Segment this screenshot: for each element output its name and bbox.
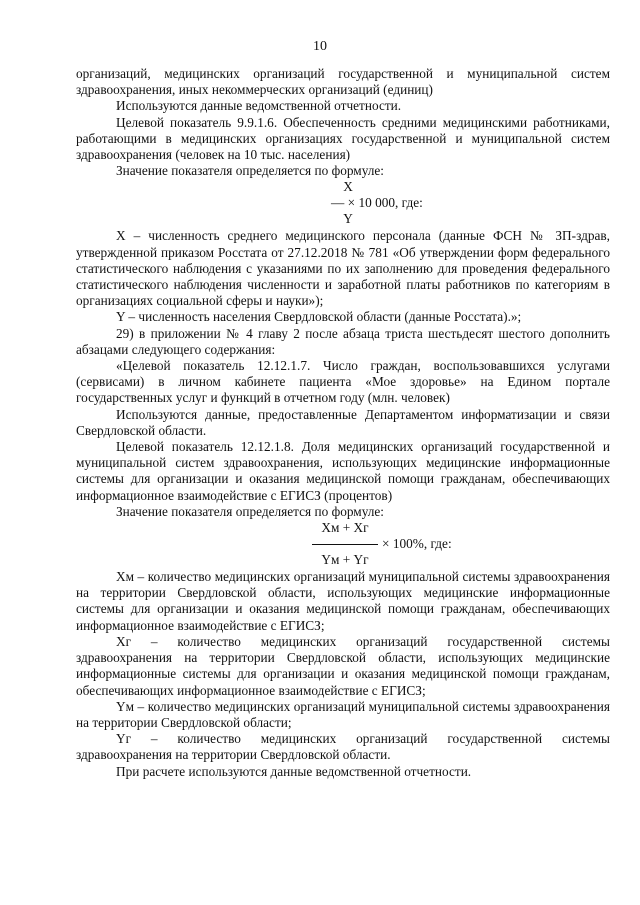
paragraph: Xг – количество медицинских организаций государственной системы здравоохранения на территории Свердловской области, использующих медицинские информационные системы для организации и оказания медицинской помощи гражданам, обеспечивающих информационное взаимодействие с ЕГИСЗ;: [76, 633, 610, 698]
formula-operator: × 100%, где:: [382, 536, 452, 552]
paragraph: Значение показателя определяется по формуле:: [116, 163, 385, 179]
paragraph: Yг – количество медицинских организаций государственной системы здравоохранения на территории Свердловской области.: [76, 731, 610, 763]
formula-egisz-share: [76, 520, 610, 569]
paragraph: Используются данные, предоставленные Департаментом информатизации и связи Свердловской области.: [76, 406, 610, 438]
formula-denominator: Yм + Yг: [321, 552, 369, 568]
paragraph: Y – численность населения Свердловской области (данные Росстата).»;: [116, 309, 522, 325]
formula-denominator: Y: [343, 211, 353, 227]
formula-staff-ratio: [76, 179, 610, 228]
paragraph: Значение показателя определяется по формуле:: [116, 503, 385, 519]
paragraph: Yм – количество медицинских организаций муниципальной системы здравоохранения на территории Свердловской области;: [76, 698, 610, 730]
formula-operator: — × 10 000, где:: [331, 195, 423, 211]
paragraph: Целевой показатель 9.9.1.6. Обеспеченность средними медицинскими работниками, работающими в медицинских организациях государственной и муниципальной систем здравоохранения (человек на 10 тыс. населения): [76, 114, 610, 163]
paragraph: Xм – количество медицинских организаций муниципальной системы здравоохранения на территории Свердловской области, использующих медицинские информационные системы для организации и оказания медицинской помощи гражданам, обеспечивающих информационное взаимодействие с ЕГИСЗ;: [76, 569, 610, 633]
paragraphs-middle: [76, 228, 610, 520]
formula-numerator: X: [343, 179, 353, 195]
paragraph: организаций, медицинских организаций государственной и муниципальной систем здравоохранения, иных некоммерческих организаций (единиц): [76, 66, 610, 98]
fraction-bar: [312, 544, 378, 545]
paragraph: X – численность среднего медицинского персонала (данные ФСН № ЗП-здрав, утвержденной приказом Росстата от 27.12.2018 № 781 «Об утверждении форм федерального статистического наблюдения с указаниями по их заполнению для проведения федерального статистического наблюдения численности и заработной платы работников по категориям в организациях социальной сферы и науки»);: [76, 228, 610, 309]
paragraphs-top: [76, 66, 610, 179]
paragraph: При расчете используются данные ведомственной отчетности.: [116, 763, 472, 779]
paragraph: 29) в приложении № 4 главу 2 после абзаца триста шестьдесят шестого дополнить абзацами следующего содержания:: [76, 325, 610, 357]
paragraph: Целевой показатель 12.12.1.8. Доля медицинских организаций государственной и муниципальной систем здравоохранения, использующих медицинские информационные системы для организации и оказания медицинской помощи гражданам, обеспечивающих информационное взаимодействие с ЕГИСЗ (процентов): [76, 439, 610, 503]
paragraph: «Целевой показатель 12.12.1.7. Число граждан, воспользовавшихся услугами (сервисами) в личном кабинете пациента «Мое здоровье» на Едином портале государственных услуг и функций в отчетном году (млн. человек): [76, 358, 610, 406]
formula-numerator: Xм + Xг: [321, 520, 369, 536]
paragraph: Используются данные ведомственной отчетности.: [116, 98, 402, 114]
document-body: [76, 66, 610, 780]
paragraphs-bottom: [76, 569, 610, 780]
page-number: 10: [313, 39, 327, 54]
